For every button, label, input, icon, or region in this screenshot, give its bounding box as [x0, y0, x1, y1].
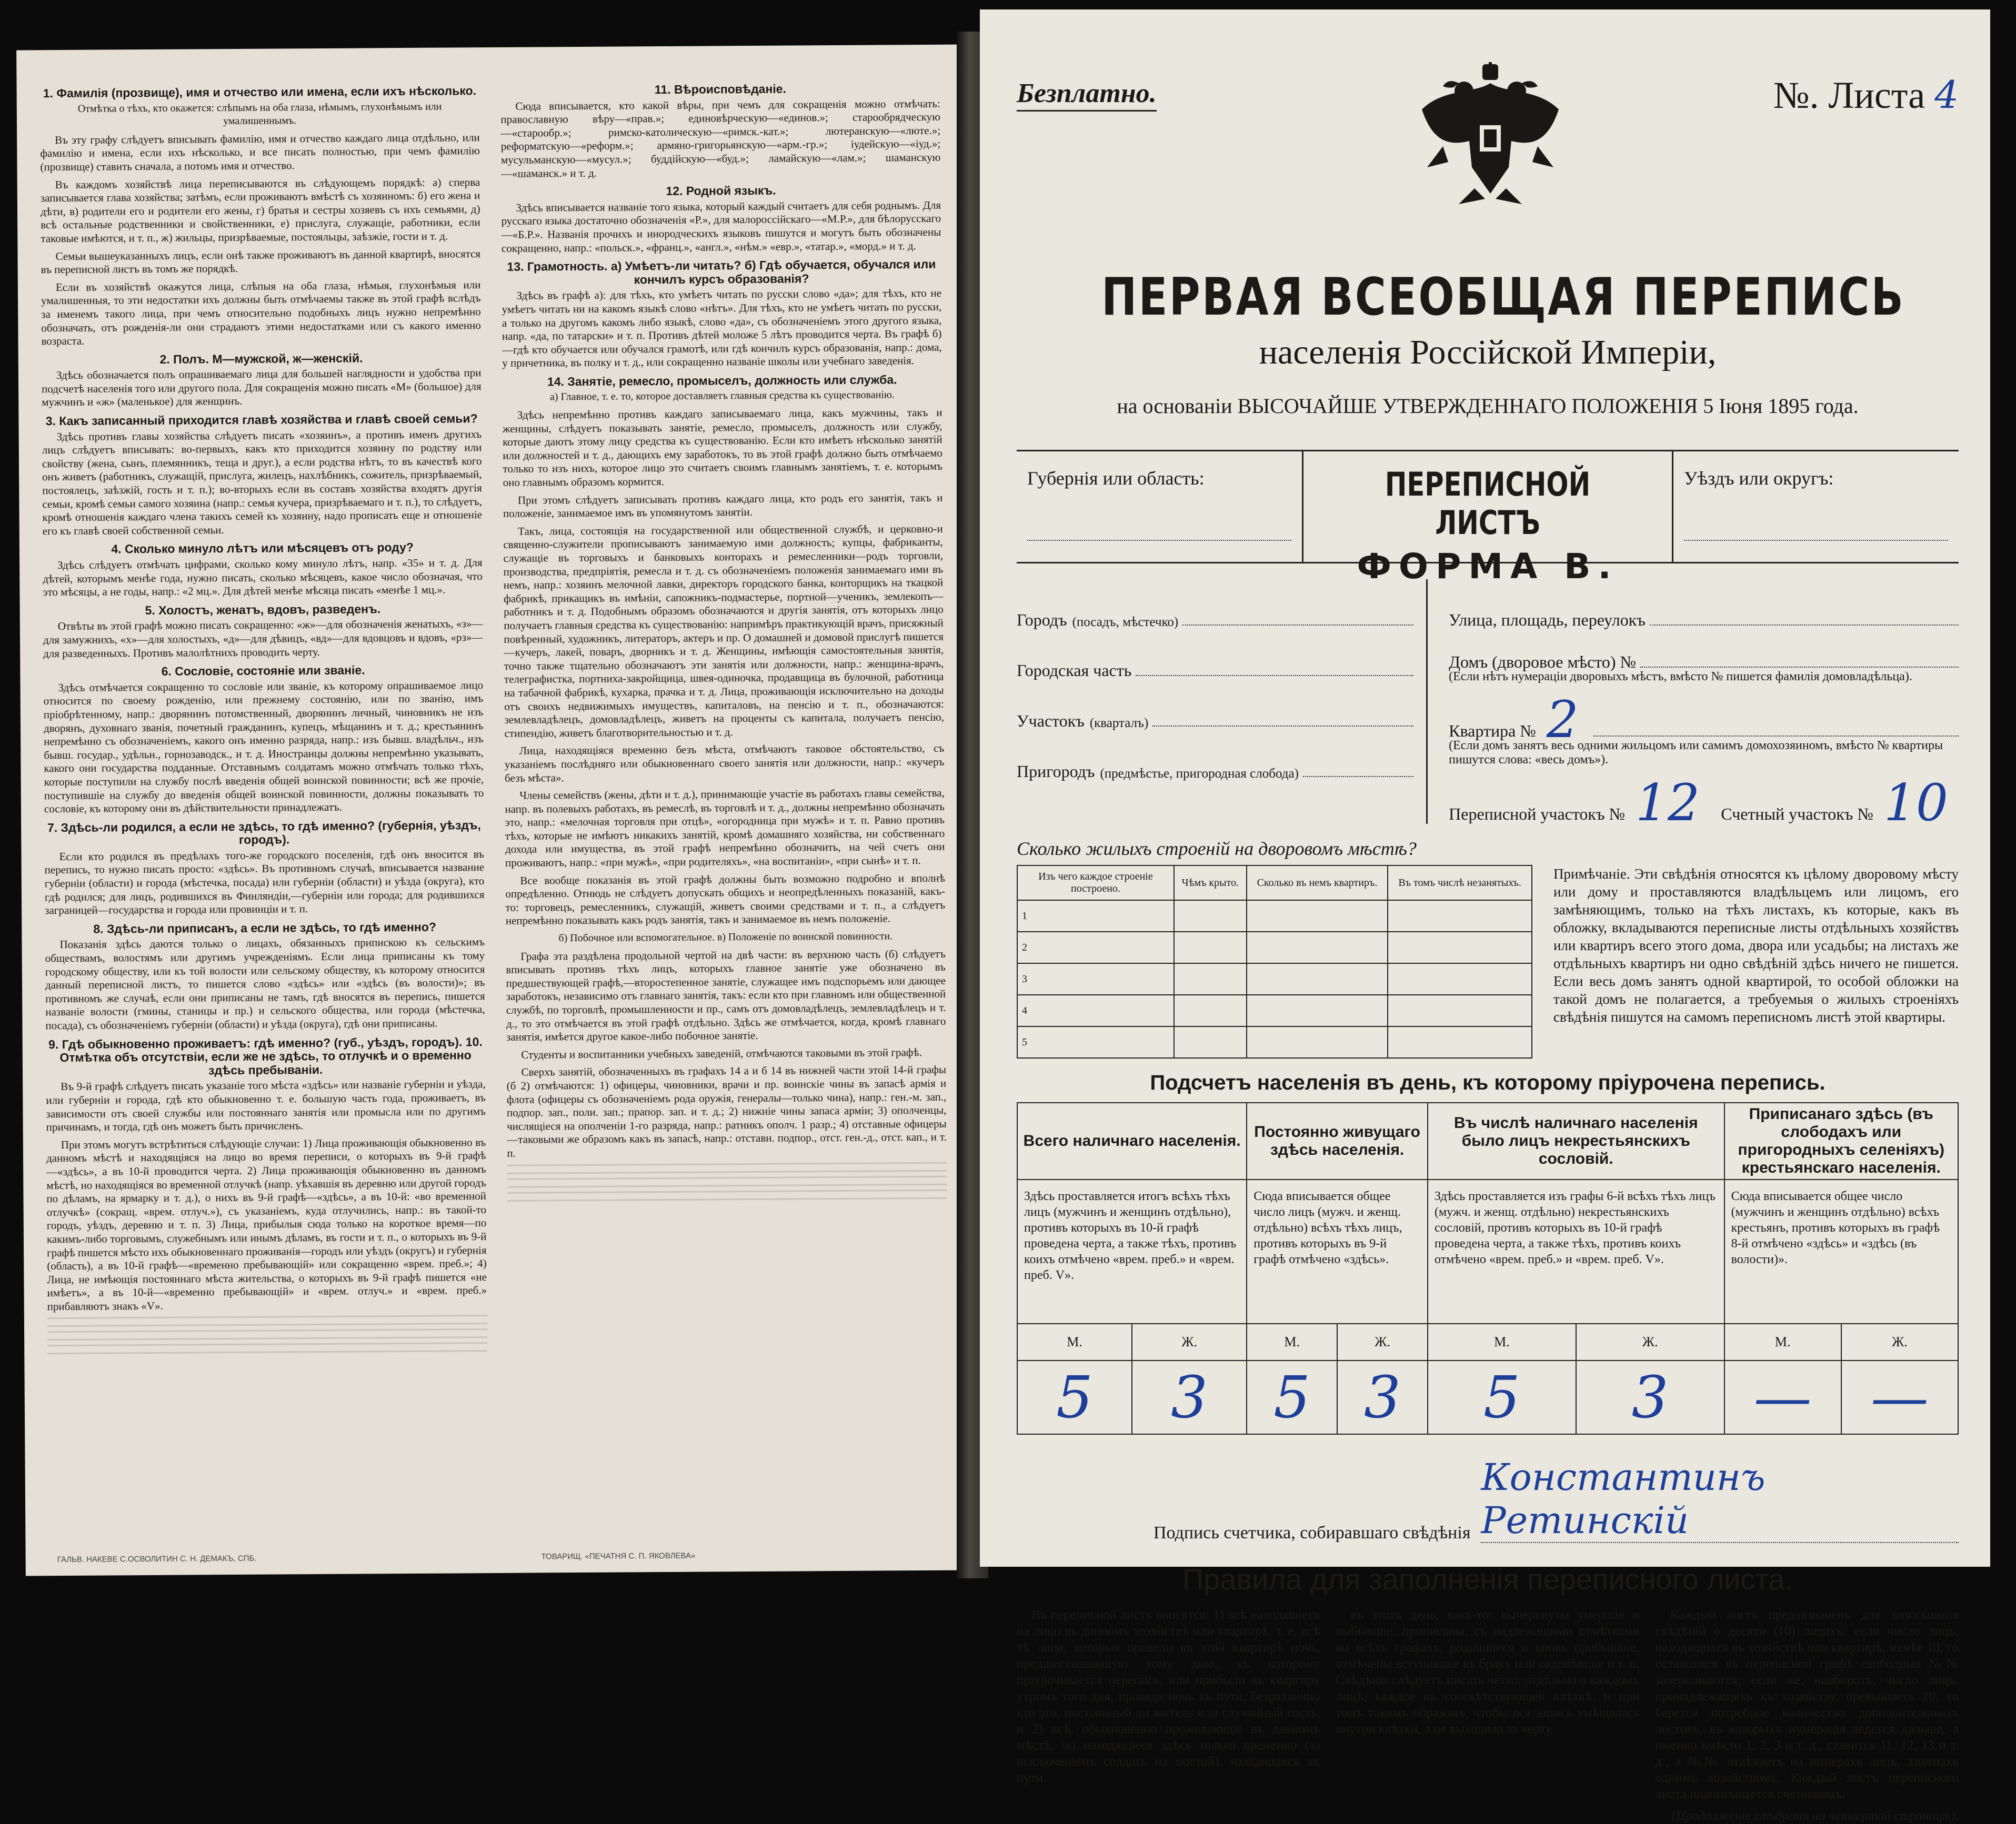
buildings-row [1017, 932, 1532, 963]
uezd-field [1673, 451, 1959, 562]
rules-paragraph-3: Каждый листъ предназначенъ для записыванія свѣдѣній о десяти (10) лицахъ; если число лицъ, находящихся въ хозяйствѣ или квартирѣ, менѣе 10, то оставшіяся въ переписной графѣ свободныя №№ зачеркиваются; если же, наоборотъ, число лицъ, принадлежащихъ къ хозяйству, превышаетъ 10, то берется потребное количество дополнительныхъ листовъ, въ которыхъ нумерація ведется дальше, а именно вмѣсто 1, 2, 3 и т. д., ставится 11, 12, 13 и т. д., а №№ отвѣчаетъ на номерахъ лицъ, занятыхъ однимъ хозяйствомъ. Каждый листъ переписного листа подписывается счетчикомъ. [1655, 1608, 1959, 1801]
rules-continuation: (Продолженіе слѣдуетъ на четвертой страницѣ). [1671, 1809, 1959, 1823]
address-label: Пригородъ [1017, 762, 1095, 781]
instruction-paragraph: Сюда вписывается, кто какой вѣры, при чемъ для сокращенія можно отмѣчать: православную вѣру—«прав.»; единовѣрческую—«единов.»; старообрядческую—«старообр.»; римско-католическую—«римск.-кат.»; лютеранскую—«люте.»; реформатскую—«реформ.»; армяно-григорьянскую—«арм.-гр.»; іудейскую—«іуд.»; мусульманскую—«мусул.»; буддійскую—«буд.»; ламайскую—«лам.»; шаманскую—«шаманск.» и т. д. [500, 97, 941, 180]
count-value-handwritten: — [1724, 1361, 1841, 1434]
instruction-paragraph: Члены семействъ (жены, дѣти и т. д.), принимающіе участіе въ работахъ главы семейства, напр. въ полевыхъ работахъ, въ ремеслѣ, въ торговлѣ и т. д., должны непремѣнно обозначать это, напр.: «мелочная торговля при отцѣ», «огородница при мужѣ» и т. п. Равно противъ тѣхъ, которые не имѣютъ никакихъ занятій, кромѣ домашняго хозяйства, ни собственнаго дохода или имущества, въ этой графѣ непремѣнно обозначить, на чей счетъ они проживаютъ, напр.: «при мужѣ», «при родителяхъ», «на воспитаніи», «при сынѣ» и т. п. [505, 786, 945, 869]
buildings-row [1017, 963, 1532, 995]
instruction-paragraph: Въ 9-й графѣ слѣдуетъ писать указаніе того мѣста «здѣсь» или названіе губерніи и уѣзда, или губерніи и города, гдѣ кто обыкновенно т. е. большую часть года, проживаетъ, въ зависимости отъ своей службы или постояннаго занятія или промысла или по другимъ причинамъ, и тогда, гдѣ онъ можетъ быть причисленъ. [46, 1077, 486, 1134]
instruction-paragraph: Лица, находящіяся временно безъ мѣста, отмѣчаютъ таковое обстоятельство, съ указаніемъ послѣдняго или обыкновеннаго своего занятія или должности, напр.: «кучеръ безъ мѣста». [504, 742, 945, 784]
free-label: Безплатно. [1017, 78, 1157, 112]
instruction-paragraph: Здѣсь обозначается полъ опрашиваемаго лица для большей наглядности и удобства при подсчетѣ населенія того или другого пола. Для сокращенія можно писать «М» (большое) для мужчинъ и «ж» (маленькое) для женщинъ. [42, 366, 482, 409]
street-label: Улица, площадь, переулокъ [1449, 610, 1646, 629]
instruction-paragraph: Показанія здѣсь даются только о лицахъ, обязанныхъ припискою къ сельскимъ обществамъ, волостямъ или другимъ учрежденіямъ. Если лица приписаны къ тому городскому обществу, или къ той волости или сельскому обществу, къ которому относится данный переписной листъ, то пишется слово «здѣсь» или «здѣсь (въ волости)»; въ противномъ же случаѣ, если они приписаны не тамъ, гдѣ вносятся въ перепись, пишется названіе волости (гмины, станицы и пр.) и сельского общества, или города (мѣстечка, посада), съ обозначеніемъ губерніи (области) и уѣзда (округа), гдѣ они приписаны. [45, 935, 485, 1032]
buildings-cell [1388, 932, 1532, 963]
count-description: Сюда вписывается общее число лицъ (мужч. и женщ. отдѣльно) всѣхъ тѣхъ лицъ, противъ которыхъ въ 9-й графѣ отмѣчено «здѣсь». [1247, 1180, 1428, 1324]
faded-text-lines [507, 1162, 947, 1174]
rules-paragraph-1: Въ переписной листъ вносятся: 1) всѣ находящіеся на лицо въ данномъ хозяйствѣ или квартирѣ, т. е. всѣ тѣ лица, которыя провели въ этой квартирѣ ночь, предшествовавшую тому дню, къ которому пріурочивается перепись, или прибыли въ квартиру утромъ того дня, проведя ночь въ пути, безразлично кто это, постоянный ли житель или случайный гость, и 2) всѣ, обыкновенно проживающіе въ данномъ мѣстѣ, но находящіеся здѣсь только временно (за исключеніемъ солдатъ на постой), находящіяся въ пути. [1017, 1608, 1320, 1785]
buildings-header: Чѣмъ крыто. [1174, 865, 1247, 900]
instruction-paragraph: Здѣсь отмѣчается сокращенно то сословіе или званіе, къ которому опрашиваемое лицо относится по своему рожденію, или прежнему состоянію, или по званію, имъ пріобрѣтенному, напр.: дворянинъ потомственный, дворянинъ личный, чиновникъ не изъ дворянъ, духовнаго званія, почетный гражданинъ, купецъ, мѣщанинъ и т. д.; крестьянинъ непремѣнно съ обозначеніемъ, какого онъ именно разряда, напр.: изъ бывш. владѣльч., изъ бывш. государ., удѣльн., горнозаводск., и т. д. Иностранцы должны непремѣнно указывать, какого они государства подданные. Отставнымъ солдатамъ можно отмѣчать только тѣхъ, которые поступили на службу послѣ введенія общей воинской повинности; всѣ же прочіе, поступившіе на службу до введенія общей воинской повинности, должны показывать то сословіе, къ которому они въ дѣйствительности принадлежатъ. [43, 678, 484, 815]
instruction-heading: 5. Холостъ, женатъ, вдовъ, разведенъ. [145, 602, 381, 617]
district-label: Переписной участокъ № [1449, 804, 1626, 823]
sheet-number-label: №. Листа [1773, 74, 1925, 116]
instruction-subheading: б) Побочное или вспомогательное. в) Положеніе по воинской повинности. [558, 930, 893, 944]
house-label: Домъ (дворовое мѣсто) № [1449, 652, 1637, 671]
printer-imprint-left: ГАЛЬВ. НАКЕВЕ С.ОСВОЛИТИН С. Н. ДЕМАКЪ, СПБ. [57, 1554, 257, 1565]
buildings-note: Примѣчаніе. Эти свѣдѣнія относятся къ цѣлому дворовому мѣсту или дому и проставляются владѣльцемъ или лицомъ, его замѣняющимъ, только на тѣхъ листахъ, къ которые, какъ въ обложку, вкладываются переписные листы отдѣльныхъ хозяйствъ или квартиръ всего этого дома, двора или усадьбы; на листахъ же отдѣльныхъ квартиръ ни одно свѣдѣній здѣсь ничего не пишется. Если весь домъ занятъ одной квартирой, то особой обложки на такой домъ не полагается, а требуемыя о жилыхъ строеніяхъ свѣдѣнія пишутся на самомъ переписномъ листѣ этой квартиры. [1553, 866, 1959, 1025]
instruction-heading: 7. Здѣсь-ли родился, а если не здѣсь, то гдѣ именно? (губернія, уѣздъ, городъ). [47, 818, 481, 847]
instructions-column-2 [500, 76, 949, 1541]
address-label-note: (посадъ, мѣстечко) [1072, 615, 1179, 629]
instruction-paragraph: Сверхъ занятій, обозначенныхъ въ графахъ 14 а и б 14 въ нижней части этой 14-й графы (б 2) отмѣчаются: 1) офицеры, чиновники, врачи и пр. воинскіе чины въ запасѣ армія и флота (офицеры съ обозначеніемъ рода оружія, генералы—только чина), напр.: ген.-м. зап., подпор. зап., поли. зап.; прапор. зап. и т. д.; 2) нижніе чины запаса арміи; 3) ополченцы, числящіеся на ополченіи 1-го разряда, напр.: ратникъ ополч. 1 разр.; 4) отставные офицеры—таковыми же образомъ какъ въ запасѣ, напр.: отставн. подпор., отст. ген.-д., отст. кап., и т. п. [506, 1063, 947, 1160]
form-header-box [1017, 450, 1959, 587]
instruction-heading: 8. Здѣсь-ли приписанъ, а если не здѣсь, то гдѣ именно? [93, 920, 436, 936]
instruction-paragraph: При этомъ слѣдуетъ записывать противъ каждаго лица, кто родъ его занятія, такъ и положеніе, занимаемое имъ въ упомянутомъ занятіи. [503, 491, 943, 520]
form-name: ФОРМА В. [1357, 546, 1619, 587]
count-header: Всего наличнаго населенія. [1017, 1103, 1247, 1180]
faded-text-lines [47, 1343, 487, 1355]
count-header: Приписанаго здѣсь (въ слободахъ или пригородныхъ селеніяхъ) крестьянскаго населенія. [1724, 1103, 1958, 1180]
population-count-title: Подсчетъ населенія въ день, къ которому пріурочена перепись. [1150, 1071, 1826, 1094]
instruction-paragraph: Въ каждомъ хозяйствѣ лица переписываются въ слѣдующемъ порядкѣ: а) сперва записывается глава хозяйства; затѣмъ, если проживаютъ вмѣстѣ съ хозяиномъ: б) его жена и дѣти, в) родители его и родители его жены, г) братья и сестры хозяевъ съ ихъ семьями, д) всѣ остальные родственники и свойственники, е) прислуга, служащіе, работники, если таковые имѣются, и т. п., ж) жильцы, призрѣваемые, постояльцы, заѣзжіе, гости и т. д. [40, 175, 480, 245]
male-column-label: М. [1428, 1324, 1576, 1361]
count-value-handwritten: 5 [1247, 1361, 1337, 1434]
instruction-heading: 6. Сословіе, состояніе или званіе. [161, 663, 365, 679]
instruction-paragraph: Здѣсь вписывается названіе того языка, который каждый считаетъ для себя роднымъ. Для русскаго языка достаточно обозначенія «Р.», для малороссійскаго—«М.Р.», для бѣлорусскаго—«Б.Р.». Названія прочихъ и инородческихъ языковъ пишутся и могутъ быть обозначены сокращенно, напр.: «польск.», «франц.», «англ.», «нѣм.» «евр.», «татар.», «морд.» и т. д. [501, 198, 941, 255]
census-subtitle: населенія Россійской Имперіи, [1259, 333, 1717, 371]
rules-title: Правила для заполненія переписного листа. [1182, 1563, 1793, 1596]
enumerator-signature [1017, 1456, 1959, 1543]
instructions-column-1 [40, 79, 488, 1544]
address-label: Городъ [1017, 610, 1067, 629]
flat-value-handwritten: 2 [1546, 690, 1579, 749]
gubernia-label: Губернія или область: [1027, 468, 1205, 489]
district-value-handwritten: 12 [1636, 773, 1700, 832]
address-label-note: (предмѣстье, пригородная слобода) [1100, 767, 1299, 781]
address-label: Городская часть [1017, 661, 1132, 680]
house-row [1449, 630, 1959, 672]
instruction-heading: 2. Полъ. М—мужской, ж—женскій. [159, 351, 363, 366]
population-count-table [1017, 1102, 1959, 1435]
instruction-paragraph: Студенты и воспитанники учебныхъ заведеній, отмѣчаются таковыми въ этой графѣ. [521, 1045, 922, 1061]
flat-label: Квартира № [1449, 721, 1536, 740]
count-value-handwritten: 3 [1337, 1361, 1428, 1434]
instruction-heading: 1. Фамилія (прозвище), имя и отчество или имена, если ихъ нѣсколько. [43, 84, 477, 100]
buildings-header: Сколько въ немъ квартиръ. [1247, 865, 1388, 900]
signature-handwritten: Константинъ Ретинскій [1481, 1456, 1959, 1543]
count-description: Сюда вписывается общее число (мужчинъ и женщинъ отдѣльно) всѣхъ крестьянъ, противъ которыхъ въ графѣ 8-й отмѣчено «здѣсь» и «здѣсь (въ волости)». [1724, 1180, 1958, 1324]
buildings-row-number: 5 [1017, 1026, 1174, 1058]
buildings-row-number: 1 [1017, 900, 1174, 932]
gubernia-field [1017, 451, 1302, 562]
rules-paragraph-2: въ этотъ день, какъ-то: вычеркнуты умершіе и выбывшіе, приписаны, съ надлежащими отмѣтками во всѣхъ графахъ, родившіеся и вновь прибывшіе, отмѣчены вступившіе въ бракъ или овдовѣвшіе и т. п. Свѣдѣнія слѣдуетъ писать четко, отдѣльно о каждомъ лицѣ, каждое въ соотвѣтствующей клѣткѣ, и при томъ такимъ образомъ, чтобы вся запись умѣщалась внутри клѣтки, а не выходила за черту. [1336, 1608, 1640, 1736]
buildings-cell [1247, 932, 1388, 963]
female-column-label: Ж. [1337, 1324, 1428, 1361]
buildings-row [1017, 900, 1532, 932]
address-row [1017, 731, 1413, 781]
buildings-cell [1247, 963, 1388, 995]
count-value-handwritten: 5 [1017, 1361, 1132, 1434]
buildings-table [1017, 865, 1532, 1059]
faded-text-lines [507, 1189, 947, 1201]
instruction-heading: 12. Родной языкъ. [666, 183, 776, 198]
buildings-cell [1388, 995, 1532, 1026]
instruction-subheading: Отмѣтка о тѣхъ, кто окажется: слѣпымъ на оба глаза, нѣмымъ, глухонѣмымъ или умалишеннымъ. [77, 100, 442, 127]
right-page [980, 9, 1990, 1823]
uezd-line [1684, 540, 1948, 541]
count-value-handwritten: 3 [1132, 1361, 1247, 1434]
instruction-subheading: а) Главное, т. е. то, которое доставляетъ главныя средства къ существованію. [549, 389, 895, 403]
address-row [1017, 579, 1413, 630]
female-column-label: Ж. [1576, 1324, 1724, 1361]
instruction-heading: 14. Занятіе, ремесло, промыселъ, должность или служба. [547, 372, 897, 389]
left-page [16, 45, 970, 1576]
legal-basis: на основаніи ВЫСОЧАЙШЕ УТВЕРЖДЕННАГО ПОЛОЖЕНІЯ 5 Іюня 1895 года. [1117, 394, 1859, 418]
counting-value-handwritten: 10 [1883, 773, 1948, 832]
male-column-label: М. [1247, 1324, 1337, 1361]
instruction-heading: 3. Какъ записанный приходится главѣ хозяйства и главѣ своей семьи? [45, 411, 478, 428]
buildings-cell [1174, 932, 1247, 963]
uezd-label: Уѣздъ или округъ: [1684, 468, 1834, 489]
buildings-cell [1247, 1026, 1388, 1058]
signature-label: Подпись счетчика, собиравшаго свѣдѣнія [1154, 1523, 1471, 1543]
gubernia-line [1027, 540, 1291, 541]
buildings-cell [1174, 995, 1247, 1026]
buildings-section [1017, 865, 1959, 1059]
faded-text-lines [47, 1329, 487, 1341]
buildings-cell [1388, 900, 1532, 932]
address-fields [1017, 579, 1959, 832]
address-label: Участокъ [1017, 711, 1085, 730]
faded-text-lines [47, 1315, 487, 1327]
buildings-cell [1388, 963, 1532, 995]
buildings-row [1017, 995, 1532, 1026]
male-column-label: М. [1017, 1324, 1132, 1361]
buildings-cell [1174, 1026, 1247, 1058]
instruction-heading: 13. Грамотность. а) Умѣетъ-ли читать? б) Гдѣ обучается, обучался или кончилъ курсъ образованія? [507, 257, 936, 287]
instruction-paragraph: Такъ, лица, состоящія на государственной или общественной службѣ, и церковно-и священно-служители прописываютъ занимаемую ими должность; купцы, фабриканты, служащіе въ торговыхъ и банковыхъ конторахъ и ремесленники—родъ торговли, производства, предпріятія, ремесла и т. д. съ обозначеніемъ положенія занимаемаго ими въ немъ, напр.: хозяинъ мелочной лавки, директоръ городского банка, конторщикъ на ткацкой фабрикѣ, прикащикъ въ имѣніи, сапожникъ-подмастерье, портной—ученикъ, землекопъ—работникъ и т. д. Подобнымъ образомъ обозначаются и другія занятія, отъ которыхъ лицо получаетъ главныя средства къ существованію: напримѣръ практикующій врачъ, присяжный повѣренный, художникъ, литераторъ, актеръ и пр. О домашней и домовой прислугѣ пишется—кучеръ, лакей, поваръ, дворникъ и т. д. Женщины, имѣющія самостоятельныя занятія, точно также тщательно обозначаютъ эти занятія или должности, напр.: женщина-врачъ, телеграфистка, портниха-закройщица, швея-одиночка, продавщица въ булочной, работница на табачной фабрикѣ, кухарка, прачка и т. д. Лица, проживающія исключительно на доходы отъ своихъ недвижимыхъ имуществъ, капиталовъ, на пенсію и т. п., обозначаются: землевладѣлецъ, домовладѣлецъ, живетъ на проценты съ капитала, получаетъ пенсію, стипендію, живетъ благотворительностью и т. д. [503, 522, 945, 740]
sheet-number [1773, 73, 1959, 117]
male-column-label: М. [1724, 1324, 1841, 1361]
instruction-paragraph: Здѣсь непремѣнно противъ каждаго записываемаго лица, какъ мужчины, такъ и женщины, слѣдуетъ показывать занятіе, ремесло, промыселъ, должность или службу, которые даютъ этому лицу средства къ существованію. Если кто имѣетъ нѣсколько занятій или должностей и т. д., дающихъ ему заработокъ, то въ этой графѣ должно быть отмѣчаемо только то изъ нихъ, которое лицо это считаетъ своимъ главнымъ занятіемъ, т. е. которымъ оно главнымъ образомъ кормится. [502, 406, 943, 489]
house-note: (Если нѣтъ нумераціи дворовыхъ мѣстъ, вмѣсто № пишется фамилія домовладѣльца). [1449, 670, 1912, 683]
count-description: Здѣсь проставляется итогъ всѣхъ тѣхъ лицъ (мужчинъ и женщинъ отдѣльно), противъ которыхъ въ 10-й графѣ проведена черта, а также тѣхъ, противъ коихъ отмѣчено «врем. преб.» и «врем. преб. V». [1017, 1180, 1247, 1324]
buildings-cell [1247, 995, 1388, 1026]
sheet-title: ПЕРЕПИСНОЙ ЛИСТЪ [1385, 465, 1591, 542]
buildings-cell [1247, 900, 1388, 932]
address-left [1017, 579, 1428, 824]
street-row [1449, 579, 1959, 630]
address-row [1017, 630, 1413, 680]
buildings-row [1017, 1026, 1532, 1058]
instruction-heading: 11. Вѣроисповѣданіе. [654, 82, 786, 97]
buildings-cell [1174, 900, 1247, 932]
instruction-paragraph: Отвѣты въ этой графѣ можно писать сокращенно: «ж»—для обозначенія женатыхъ, «з»—для замужнихъ, «х»—для холостыхъ, «д»—для дѣвицъ, «вд»—для вдовцовъ и вдовъ, «рз»—для разведенныхъ. Противъ малолѣтнихъ проводить черту. [43, 617, 483, 660]
count-header: Постоянно живущаго здѣсь населенія. [1247, 1103, 1428, 1180]
address-right [1428, 579, 1959, 832]
printer-imprint-right: ТОВАРИЩ. «ПЕЧАТНЯ С. П. ЯКОВЛЕВА» [541, 1551, 696, 1561]
count-header: Въ числѣ наличнаго населенія было лицъ некрестьянскихъ сословій. [1428, 1103, 1724, 1180]
count-value-handwritten: 5 [1428, 1361, 1576, 1434]
rules-text [1017, 1607, 1959, 1824]
address-label-note: (кварталъ) [1089, 716, 1149, 730]
flat-note: (Если домъ занятъ весь одними жильцомъ или самимъ домохозяиномъ, вмѣсто № квартиры пишутся слова: «весь домъ»). [1449, 739, 1943, 767]
instruction-paragraph: Графа эта раздѣлена продольной чертой на двѣ части: въ верхнюю часть (б) слѣдуетъ вписывать противъ тѣхъ лицъ, которыхъ главное занятіе уже обозначено въ предшествующей графѣ,—второстепенное занятіе, служащее имъ подспорьемъ или дающее заработокъ, независимо отъ главнаго занятія, такъ: если кто при главномъ или общественной службѣ, по торговлѣ, промышленности и пр., самъ отъ домовладѣлецъ, землевладѣлецъ и т. д., то это отмѣчается въ этой графѣ отдѣльно. Здѣсь же отмѣчается, когда, кромѣ главнаго занятія, имѣется другое какое-либо побочное занятіе. [506, 947, 946, 1044]
counting-label: Счетный участокъ № [1721, 804, 1873, 823]
sheet-number-handwritten: 4 [1934, 73, 1959, 117]
buildings-cell [1388, 1026, 1532, 1058]
census-title: ПЕРВАЯ ВСЕОБЩАЯ ПЕРЕПИСЬ [1101, 267, 1905, 327]
faded-text-lines [507, 1175, 947, 1187]
female-column-label: Ж. [1841, 1324, 1958, 1361]
instruction-paragraph: Здѣсь въ графѣ а): для тѣхъ, кто умѣетъ читать по русски слово «да»; для тѣхъ, кто не умѣетъ читать ни на какомъ языкѣ слово «нѣтъ». Для тѣхъ, кто не умѣетъ читать по русски, а только на другомъ какомъ либо языкѣ, слово «да», съ обозначеніемъ этого другого языка, напр. «да, по татарски» и т. п. Противъ дѣтей моложе 5 лѣтъ проводится черта. Въ графѣ б)—гдѣ кто обучается или обучался грамотѣ, или гдѣ кончилъ курсъ образованія, напр.: дома, у причетника, въ полку и т. д., или сокращенно названіе школы или учебнаго заведенія. [502, 287, 942, 370]
sheet-form-title [1302, 451, 1673, 587]
instruction-heading: 9. Гдѣ обыкновенно проживаетъ: гдѣ именно? (губ., уѣздъ, городъ). 10. Отмѣтка объ отсутствіи, если же не здѣсь, то отлучкѣ и о временно здѣсь пребываніи. [48, 1034, 483, 1077]
buildings-cell [1174, 963, 1247, 995]
district-row [1449, 773, 1959, 832]
female-column-label: Ж. [1132, 1324, 1247, 1361]
buildings-row-number: 3 [1017, 963, 1174, 995]
buildings-header: Изъ чего каждое строеніе построено. [1017, 865, 1174, 900]
instruction-paragraph: Если кто родился въ предѣлахъ того-же городского поселенія, гдѣ онъ вносится въ перепись, то нужно писать просто: «здѣсь». Въ противномъ случаѣ, вписывается название губерніи (области) и города (мѣстечка, посада) или губерніи (области) и уѣзда (округа), кто гдѣ родился; для лицъ, родившихся въ Финляндіи,—губерніи или города; для родившихся заграницей—государства и города или провинціи и т. п. [44, 847, 485, 917]
instruction-paragraph: Все вообще показанія въ этой графѣ должны быть возможно подробно и вполнѣ опредѣленно. Отнюдь не слѣдуетъ допускать общихъ и неопредѣленныхъ показаній, какъ-то: торговецъ, ремесленникъ, служащій, живетъ своими средствами и т. п., а слѣдуетъ непремѣнно показывать какъ родъ занятія, такъ и занимаемое въ немъ положеніе. [505, 871, 946, 928]
double-headed-eagle-icon [1411, 62, 1569, 209]
count-description: Здѣсь проставляется изъ графы 6-й всѣхъ тѣхъ лицъ (мужч. и женщ. отдѣльно) некрестьянскихъ сословій, противъ которыхъ въ 10-й графѣ проведена черта, а также тѣхъ, противъ коихъ отмѣчено «врем. преб.» и «врем. преб. V». [1428, 1180, 1724, 1324]
count-value-handwritten: 3 [1576, 1361, 1724, 1434]
buildings-title: Сколько жилыхъ строеній на дворовомъ мѣстѣ? [1017, 838, 1417, 859]
instruction-paragraph: При этомъ могутъ встрѣтиться слѣдующіе случаи: 1) Лица проживающія обыкновенно въ данномъ мѣстѣ и находящіяся на лицо во время переписи, о которыхъ въ 9-й графѣ—«здѣсь», а въ 10-й проводится черта. 2) Лица проживающія обыкновенно въ данномъ мѣстѣ, но находящіяся во временной отлучкѣ (напр. уѣхавшія въ деревню или другой городъ по дѣламъ, на ярмарку и т. д.), о нихъ въ 9-й графѣ—«здѣсь», а въ 10-й: «во временной отлучкѣ» (сокращ. «врем. отлуч.»), съ указаніемъ, куда отлучились, напр.: въ такой-то городъ, уѣздъ, деревню и т. п. 3) Лица, прибылыя сюда только на короткое время—по какимъ-либо торговымъ, служебнымъ или инымъ дѣламъ, въ гости и т. п., о которыхъ въ 9-й графѣ пишется мѣсто ихъ обыкновеннаго проживанія—городъ или уѣздъ (округъ) и губернія (область), а въ 10-й графѣ—«временно пребывающій» или сокращенно «врем. преб.»; 4) Лица, не имѣющія постояннаго мѣста жительства, о которыхъ въ 9-й графѣ пишется «не имѣетъ», а въ 10-й—«временно пребывающій» и «врем. отлуч.» и «врем. преб.» прибавляютъ знакъ «V». [46, 1135, 487, 1313]
flat-row [1449, 690, 1959, 749]
instruction-paragraph: Семьи вышеуказанныхъ лицъ, если онѣ также проживаютъ въ данной квартирѣ, вносятся въ переписной листъ въ томъ же порядкѣ. [41, 247, 481, 276]
instruction-paragraph: Здѣсь слѣдуетъ отмѣчать цифрами, сколько кому минуло лѣтъ, напр. «35» и т. д. Для дѣтей, которымъ менѣе года, нужно писать, сколько мѣсяцевъ, какое число обозначая, что это мѣсяцы, а не годы, напр.: «2 мц.». Для дѣтей менѣе мѣсяца писать «менѣе 1 мц.». [43, 556, 483, 599]
instruction-paragraph: Если въ хозяйствѣ окажутся лица, слѣпыя на оба глаза, нѣмыя, глухонѣмыя или умалишенныя, то эти недостатки ихъ должны быть отмѣчаемы также въ этой графѣ вслѣдъ за именемъ такого лица, при чемъ относительно подобныхъ лицъ нужно непремѣнно обозначать, отъ рожденія-ли они страдаютъ этими недостатками или съ какого именно возраста. [41, 278, 481, 348]
instruction-paragraph: Здѣсь противъ главы хозяйства слѣдуетъ писать «хозяинъ», а противъ именъ другихъ лицъ слѣдуетъ вписывать: во-первыхъ, какъ кто приходится хозяину по родству или свойству (жена, сынъ, племянникъ, теща и друг.), а если родства нѣтъ, то въ качествѣ кого онъ живетъ (работникъ, служащій, прислуга, жилецъ, нахлѣбникъ, сожитель, призрѣваемый, постоялецъ, заѣзжій, гость и т. п.); во-вторыхъ если въ составъ хозяйства входятъ другія семьи, кромѣ семьи самого хозяина (напр.: семья кучера, призрѣваемаго и т. п.), то слѣдуетъ, кромѣ отношенія каждаго члена такихъ семей къ хозяину, надо прописать еще и отношеніе его къ главѣ своей собственной семьи. [42, 427, 483, 538]
count-value-handwritten: — [1841, 1361, 1958, 1434]
instruction-paragraph: Въ эту графу слѣдуетъ вписывать фамилію, имя и отчество каждаго лица отдѣльно, или фамилію и имена, если ихъ нѣсколько, и все писать полностью, при чемъ фамилію (прозвище) ставить сначала, а потомъ имя и отчество. [40, 130, 480, 174]
buildings-row-number: 4 [1017, 995, 1174, 1026]
address-row [1017, 680, 1413, 731]
buildings-header: Въ томъ числѣ незанятыхъ. [1388, 865, 1532, 900]
instruction-heading: 4. Сколько минуло лѣтъ или мѣсяцевъ отъ роду? [111, 540, 414, 556]
buildings-row-number: 2 [1017, 932, 1174, 963]
